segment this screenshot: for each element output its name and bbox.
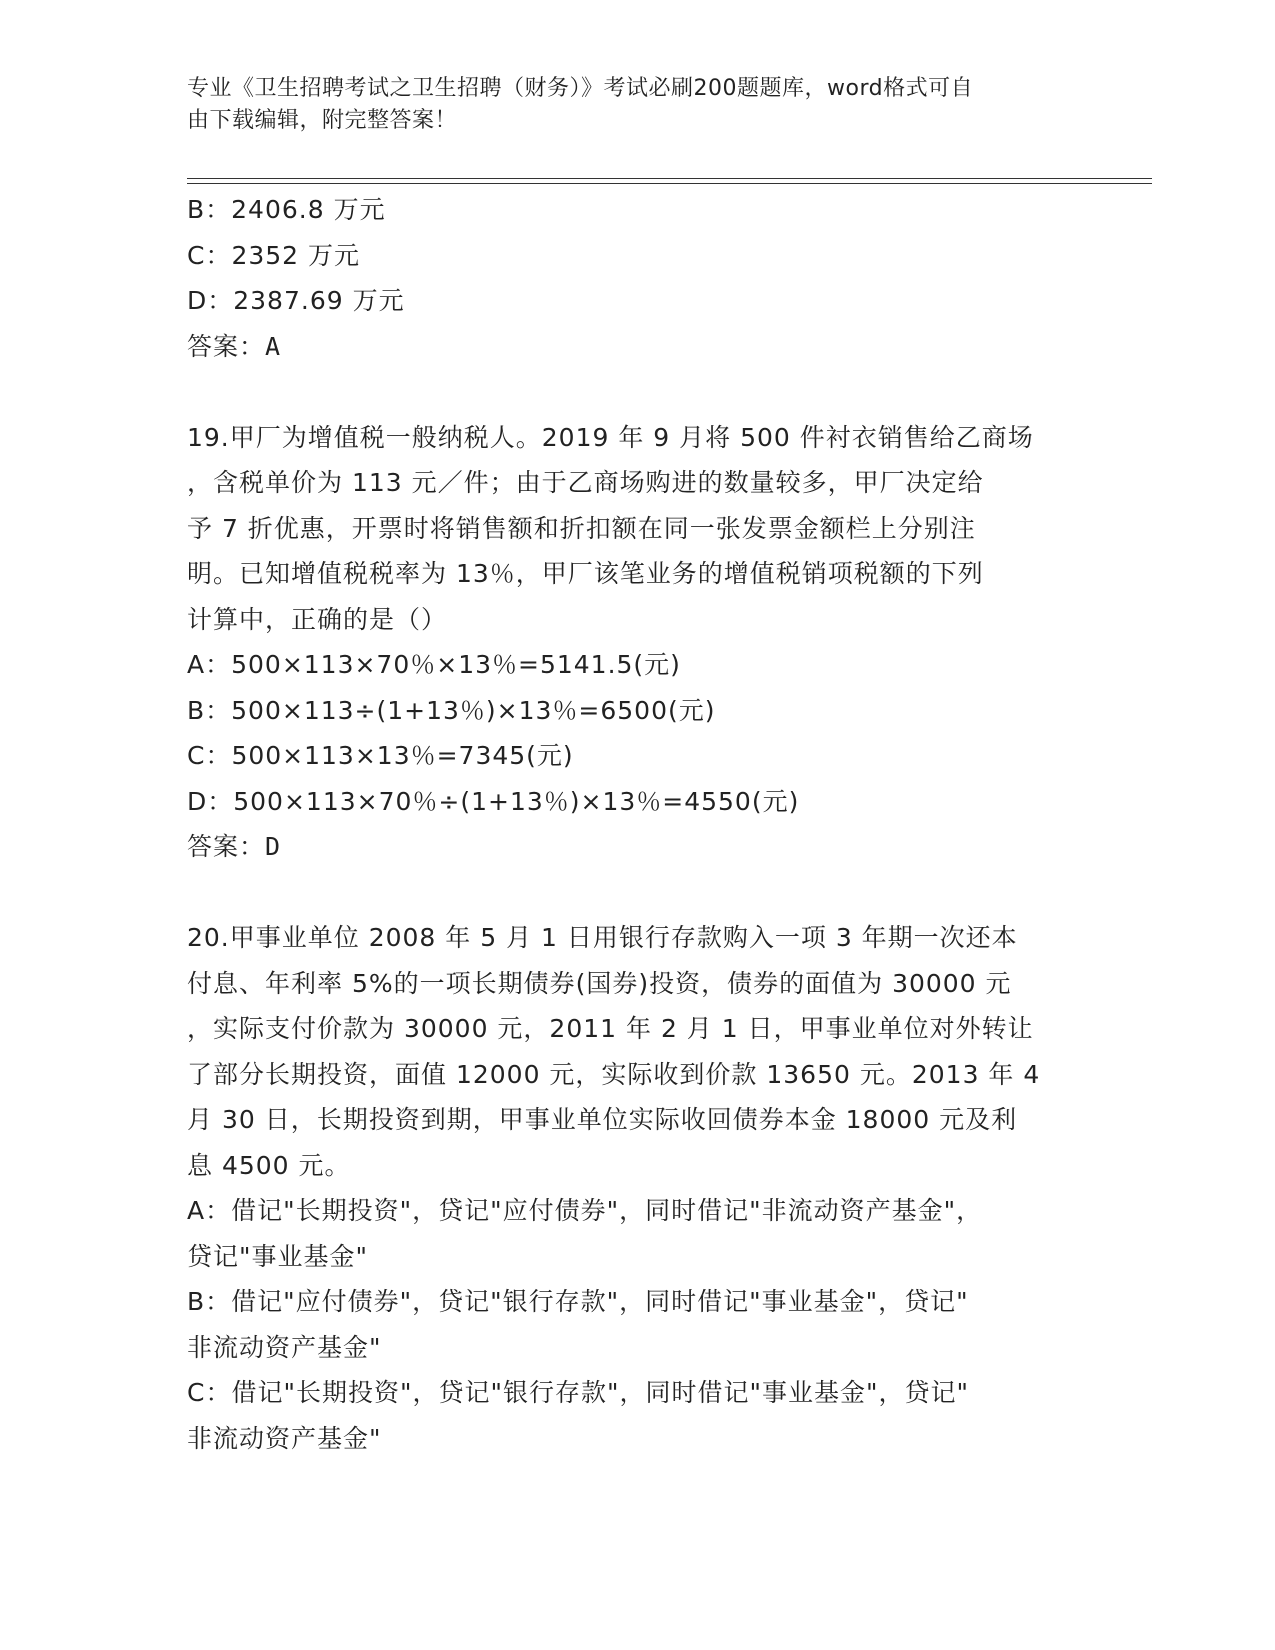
q19-option-a: A：500×113×70％×13％=5141.5(元) [187,650,681,679]
document-body [187,187,1087,1461]
spacer [187,369,1087,415]
header-rule-bottom [187,183,1152,184]
spacer [187,870,1087,916]
q20-option-a: A：借记"长期投资"，贷记"应付债券"，同时借记"非流动资产基金"， [187,1196,983,1225]
q20-option-c: C：借记"长期投资"，贷记"银行存款"，同时借记"事业基金"，贷记" [187,1378,969,1407]
q20-option-a-cont: 贷记"事业基金" [187,1241,368,1271]
q20-option-b-cont: 非流动资产基金" [187,1332,382,1362]
q20-stem-line: 了部分长期投资，面值 12000 元，实际收到价款 13650 元。2013 年 4 [187,1059,1041,1089]
question-20 [187,915,1087,1461]
q19-option-c: C：500×113×13％=7345(元) [187,741,574,770]
q20-stem-line: 付息、年利率 5%的一项长期债券(国券)投资，债券的面值为 30000 元 [187,968,1012,998]
question-18-tail [187,187,1087,369]
question-19 [187,415,1087,870]
q19-stem-line: 予 7 折优惠，开票时将销售额和折扣额在同一张发票金额栏上分别注 [187,513,976,543]
q20-option-b: B：借记"应付债券"，贷记"银行存款"，同时借记"事业基金"，贷记" [187,1287,969,1316]
document-header [187,73,1087,137]
q19-option-b: B：500×113÷(1+13％)×13％=6500(元) [187,695,716,725]
q19-stem-line: 计算中，正确的是（） [187,604,448,634]
q19-stem-line: 明。已知增值税税率为 13％，甲厂该笔业务的增值税销项税额的下列 [187,559,984,588]
q19-stem-line: ，含税单价为 113 元／件；由于乙商场购进的数量较多，甲厂决定给 [187,468,984,497]
q19-stem-line: 19.甲厂为增值税一般纳税人。2019 年 9 月将 500 件衬衣销售给乙商场 [187,422,1034,452]
q20-stem-line: 月 30 日，长期投资到期，甲事业单位实际收回债券本金 18000 元及利 [187,1105,1018,1134]
q20-stem-line: 20.甲事业单位 2008 年 5 月 1 日用银行存款购入一项 3 年期一次还本 [187,923,1018,952]
header-line-1: 专业《卫生招聘考试之卫生招聘（财务）》考试必刷200题题库，word格式可自 [187,76,974,101]
q18-option-c: C：2352 万元 [187,240,361,270]
q19-option-d: D：500×113×70％÷(1+13％)×13％=4550(元) [187,786,800,816]
q20-option-c-cont: 非流动资产基金" [187,1423,382,1453]
header-line-2: 由下载编辑，附完整答案！ [187,108,458,133]
q18-option-d: D：2387.69 万元 [187,286,405,315]
q19-answer: 答案：D [187,832,282,861]
q20-stem-line: 息 4500 元。 [187,1150,351,1180]
q18-answer: 答案：A [187,331,282,361]
header-rule-top [187,178,1152,179]
q18-option-b: B：2406.8 万元 [187,195,386,224]
q20-stem-line: ，实际支付价款为 30000 元，2011 年 2 月 1 日，甲事业单位对外转让 [187,1014,1034,1043]
